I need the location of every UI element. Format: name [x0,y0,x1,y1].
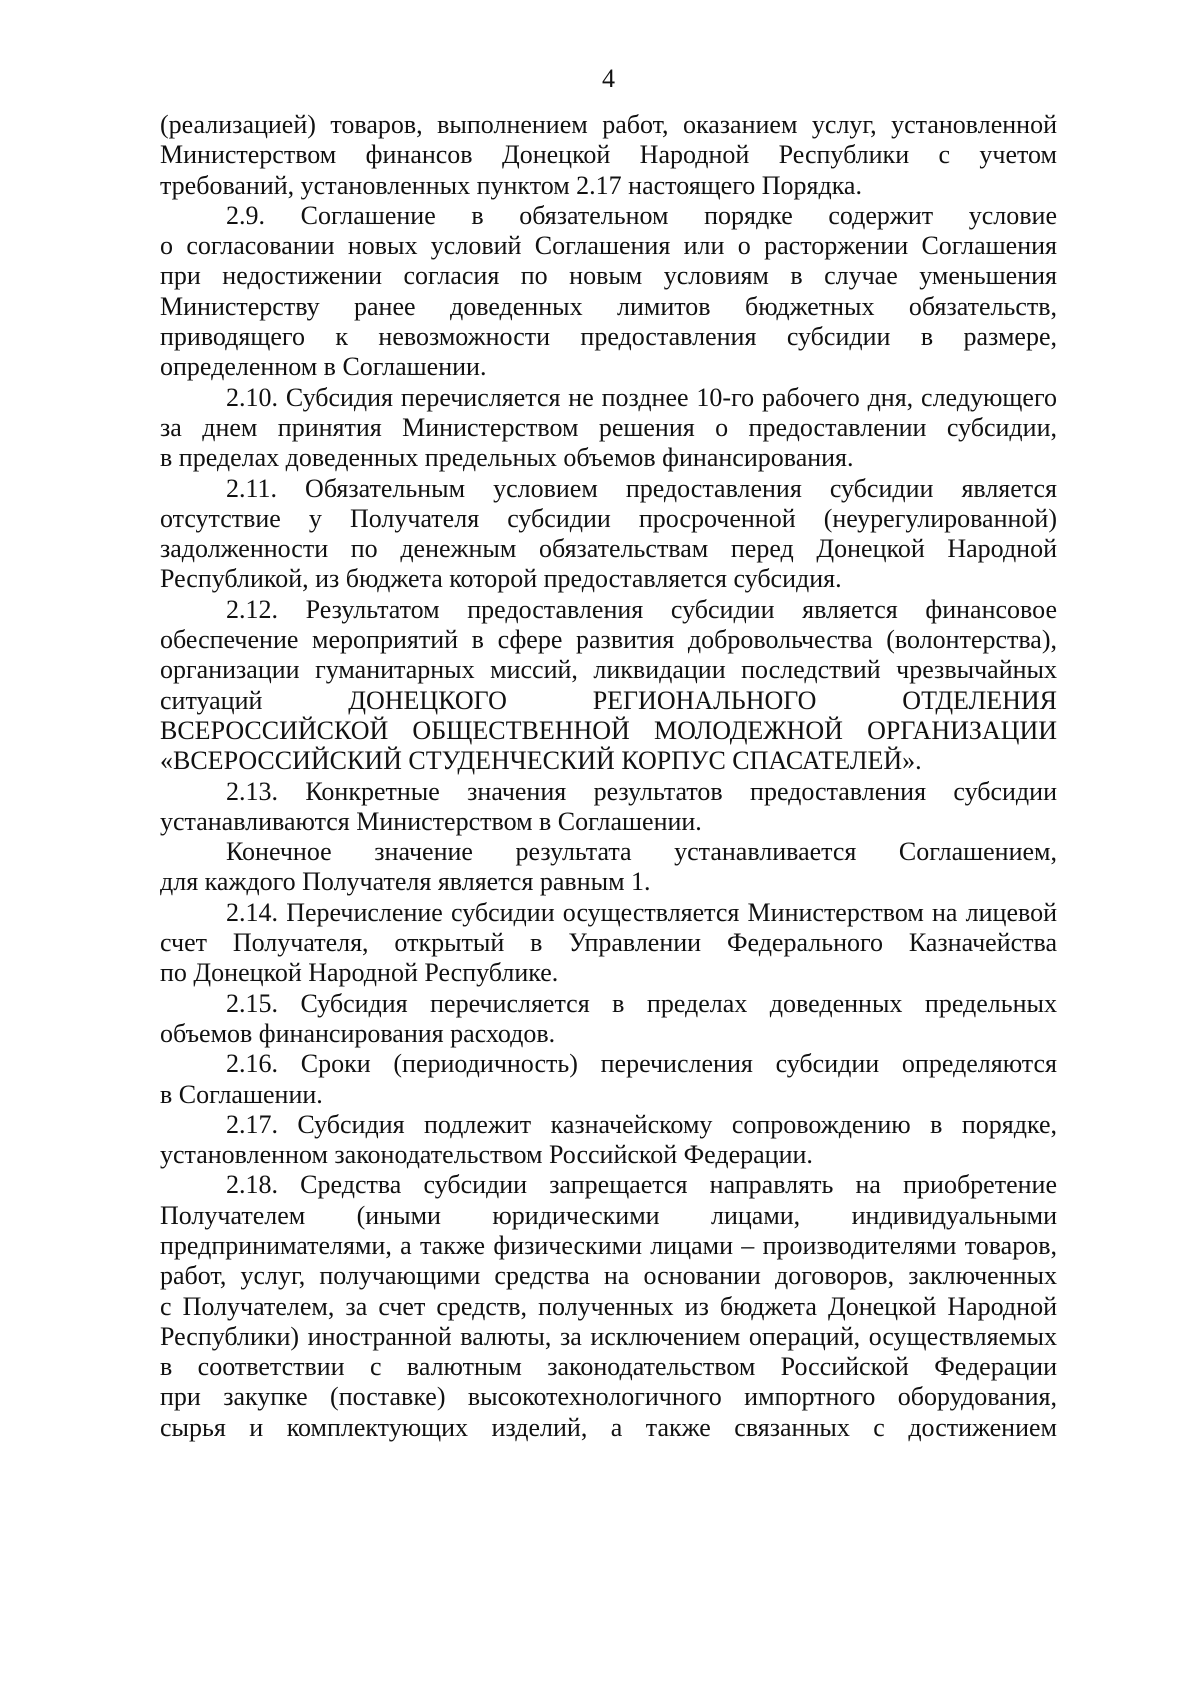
text-line: 2.18. Средства субсидии запрещается направлять на приобретение [226,1170,1057,1200]
page-number: 4 [602,64,615,93]
text-line: в Соглашении. [160,1079,323,1109]
document-page [160,64,1057,1443]
text-line: 2.12. Результатом предоставления субсидии является финансовое [226,594,1057,624]
paragraph [160,989,1057,1050]
text-line: предпринимателями, а также физическими лицами – производителями товаров, [160,1230,1057,1260]
text-line: 2.17. Субсидия подлежит казначейскому сопровождению в порядке, [226,1109,1057,1139]
text-line: для каждого Получателя является равным 1. [160,867,651,897]
text-line: (реализацией) товаров, выполнением работ, оказанием услуг, установленной [160,110,1057,139]
paragraph [160,1049,1057,1110]
text-line: работ, услуг, получающими средства на основании договоров, заключенных [160,1261,1057,1291]
text-line: приводящего к невозможности предоставления субсидии в размере, [160,322,1057,352]
text-line: Получателем (иными юридическими лицами, индивидуальными [160,1200,1057,1230]
text-line: 2.10. Субсидия перечисляется не позднее 10-го рабочего дня, следующего [226,382,1057,412]
text-line: Министерством финансов Донецкой Народной Республики с учетом [160,140,1057,170]
paragraph [160,110,1057,201]
paragraph [160,383,1057,474]
text-line: 2.14. Перечисление субсидии осуществляется Министерством на лицевой [226,897,1057,927]
text-line: ситуаций ДОНЕЦКОГО РЕГИОНАЛЬНОГО ОТДЕЛЕНИЯ [160,685,1057,715]
text-line: требований, установленных пунктом 2.17 настоящего Порядка. [160,170,862,200]
text-line: по Донецкой Народной Республике. [160,958,559,988]
text-line: при закупке (поставке) высокотехнологичного импортного оборудования, [160,1382,1057,1412]
text-line: 2.15. Субсидия перечисляется в пределах доведенных предельных [226,988,1057,1018]
text-line: отсутствие у Получателя субсидии просроченной (неурегулированной) [160,503,1057,533]
text-line: Министерству ранее доведенных лимитов бюджетных обязательств, [160,291,1057,321]
paragraph [160,898,1057,989]
paragraph [160,837,1057,898]
paragraph [160,1170,1057,1443]
paragraph [160,1110,1057,1171]
text-line: 2.13. Конкретные значения результатов предоставления субсидии [226,776,1057,806]
text-line: в пределах доведенных предельных объемов финансирования. [160,443,854,473]
text-line: установленном законодательством Российской Федерации. [160,1140,813,1170]
text-line: за днем принятия Министерством решения о предоставлении субсидии, [160,412,1057,442]
text-line: ВСЕРОССИЙСКОЙ ОБЩЕСТВЕННОЙ МОЛОДЕЖНОЙ ОРГАНИЗАЦИИ [160,715,1057,745]
text-line: Республики) иностранной валюты, за исключением операций, осуществляемых [160,1321,1057,1351]
text-line: 2.11. Обязательным условием предоставления субсидии является [226,473,1057,503]
text-line: сырья и комплектующих изделий, а также связанных с достижением [160,1412,1057,1442]
text-line: при недостижении согласия по новым условиям в случае уменьшения [160,261,1057,291]
paragraph [160,474,1057,595]
text-line: в соответствии с валютным законодательством Российской Федерации [160,1352,1057,1382]
text-line: «ВСЕРОССИЙСКИЙ СТУДЕНЧЕСКИЙ КОРПУС СПАСАТЕЛЕЙ». [160,746,922,776]
text-line: Конечное значение результата устанавливается Соглашением, [226,837,1057,867]
text-line: обеспечение мероприятий в сфере развития добровольчества (волонтерства), [160,625,1057,655]
paragraph [160,201,1057,383]
text-line: задолженности по денежным обязательствам перед Донецкой Народной [160,534,1057,564]
text-line: о согласовании новых условий Соглашения или о расторжении Соглашения [160,231,1057,261]
text-line: 2.9. Соглашение в обязательном порядке содержит условие [226,200,1057,230]
paragraph [160,595,1057,777]
text-line: определенном в Соглашении. [160,352,487,382]
text-line: 2.16. Сроки (периодичность) перечисления субсидии определяются [226,1049,1057,1079]
text-line: объемов финансирования расходов. [160,1018,556,1048]
text-line: счет Получателя, открытый в Управлении Федерального Казначейства [160,928,1057,958]
text-line: с Получателем, за счет средств, полученных из бюджета Донецкой Народной [160,1291,1057,1321]
text-line: устанавливаются Министерством в Соглашении. [160,806,702,836]
document-body [160,110,1057,1443]
text-line: Республикой, из бюджета которой предоставляется субсидия. [160,564,842,594]
paragraph [160,777,1057,838]
text-line: организации гуманитарных миссий, ликвидации последствий чрезвычайных [160,655,1057,685]
